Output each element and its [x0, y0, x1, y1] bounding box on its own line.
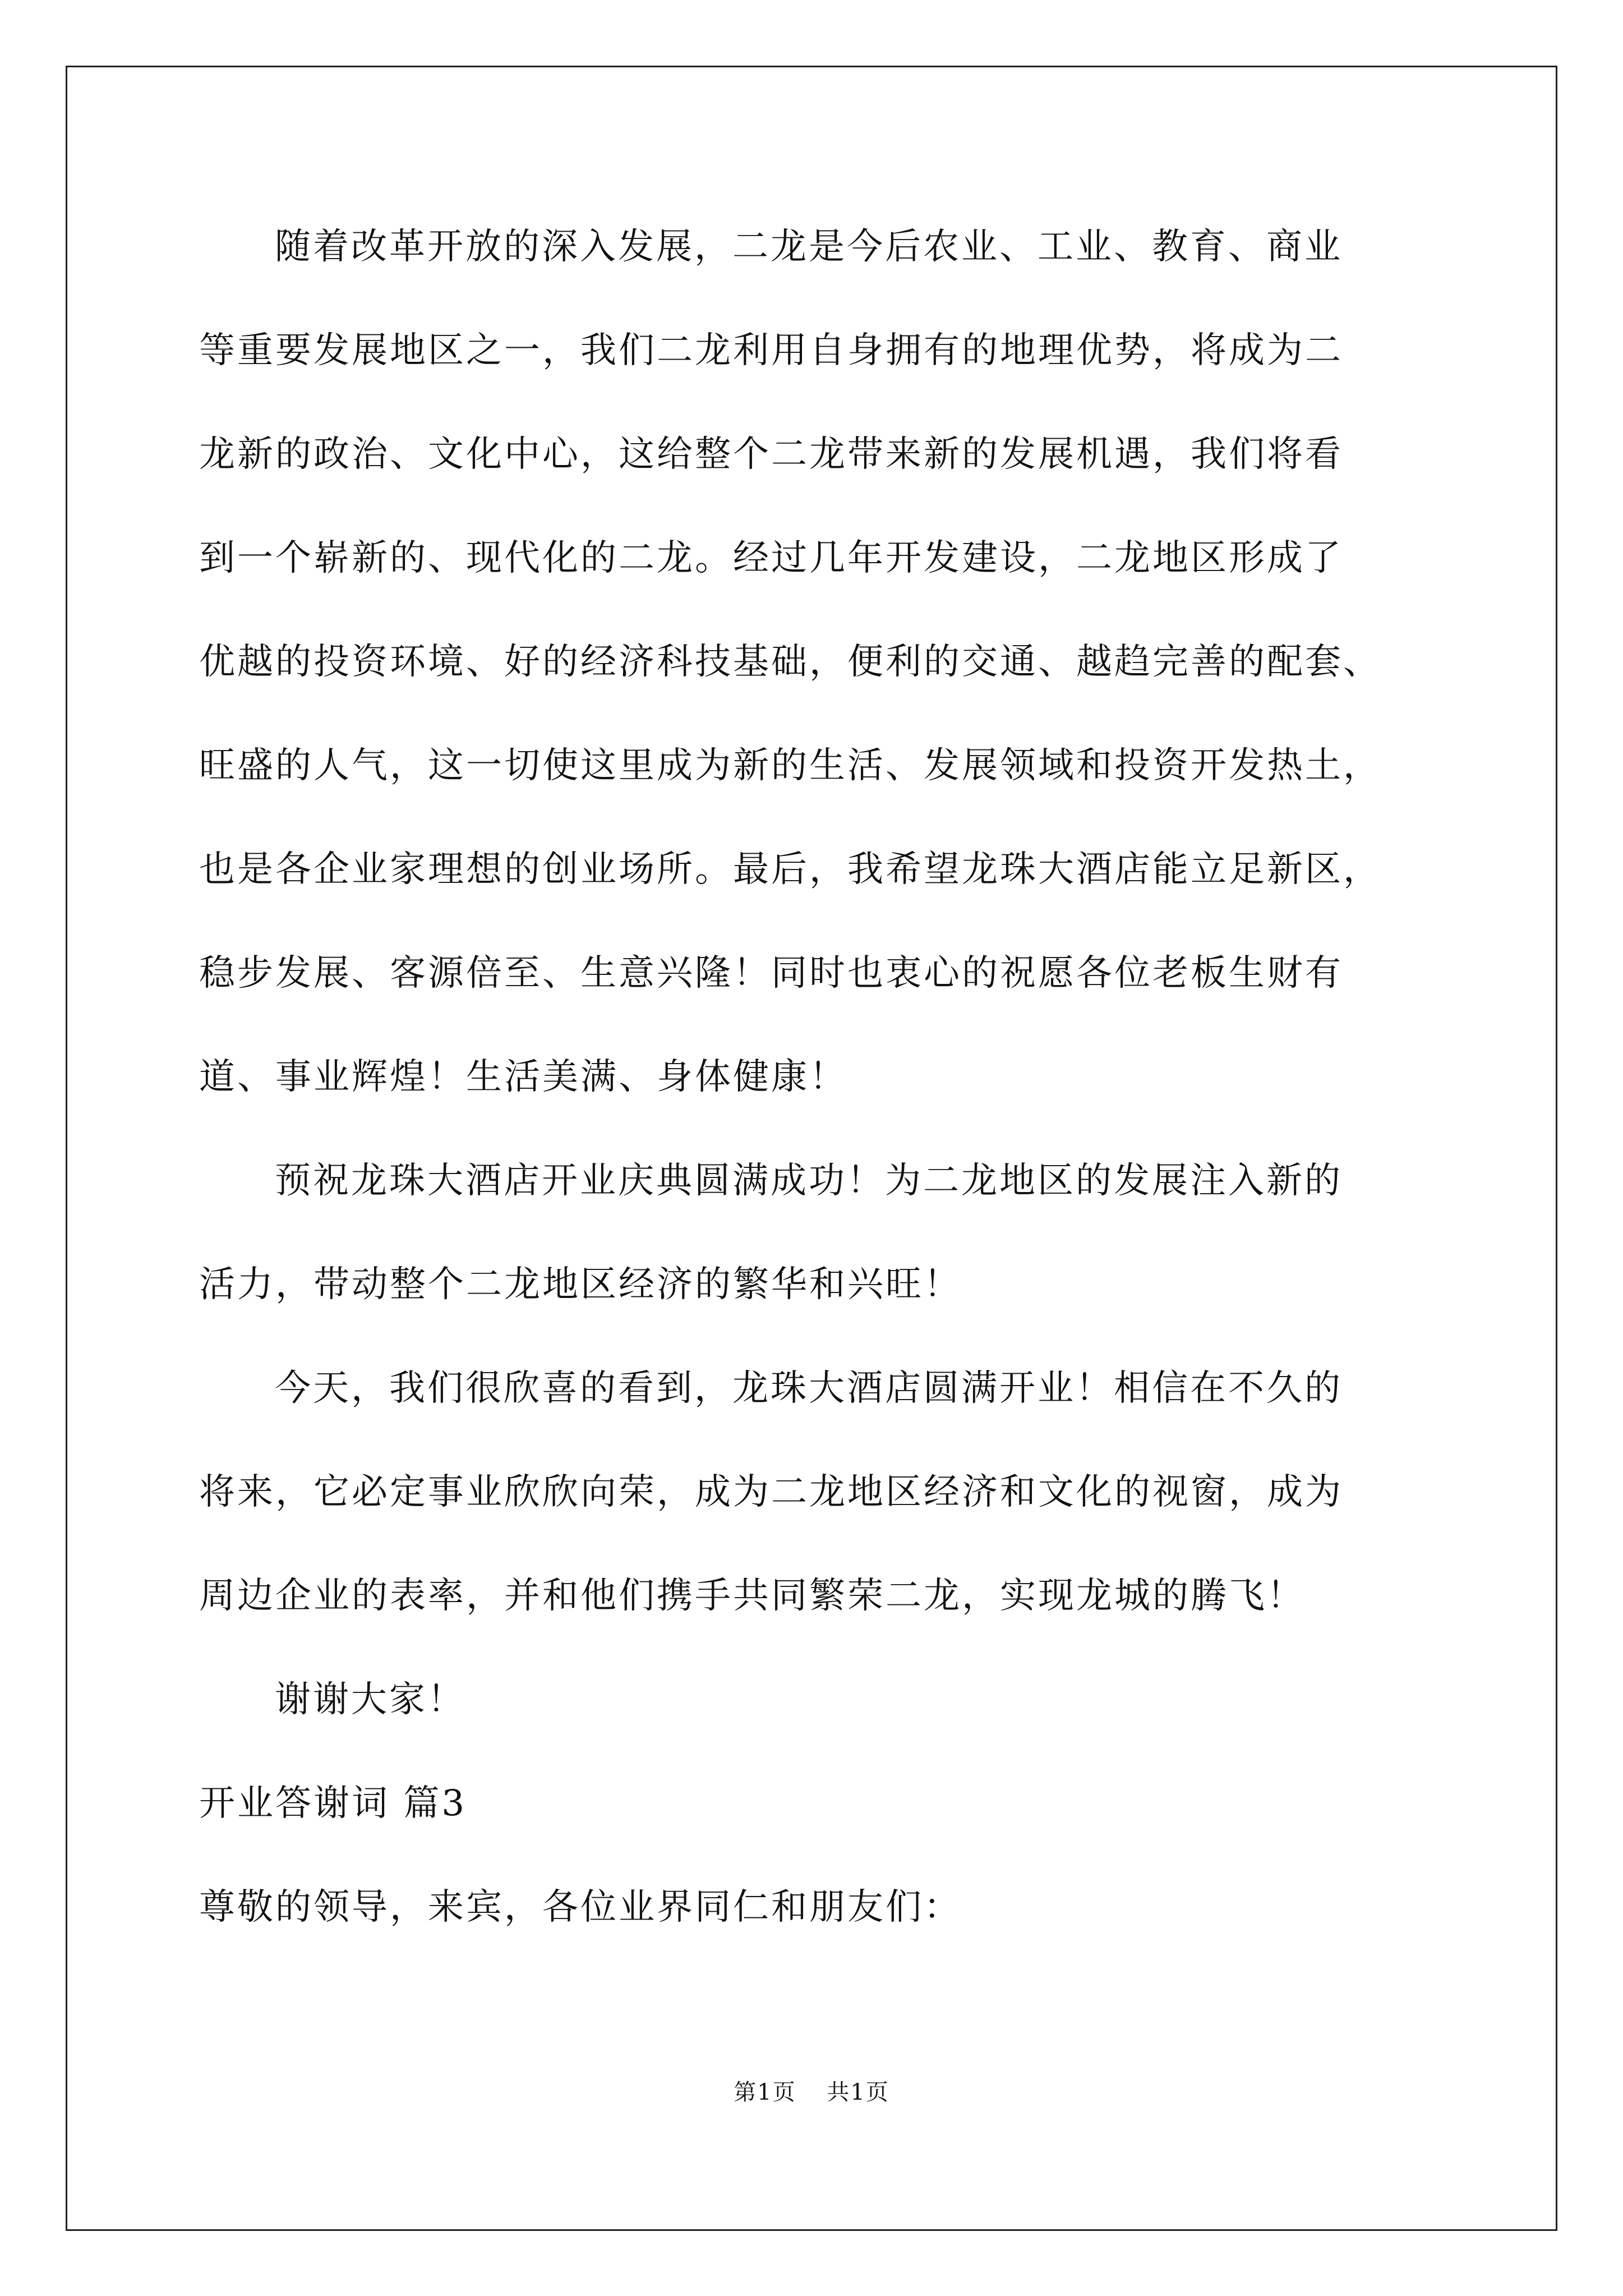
paragraph-line: 将来，它必定事业欣欣向荣，成为二龙地区经济和文化的视窗，成为	[199, 1471, 1343, 1513]
closing-line: 谢谢大家！	[275, 1679, 465, 1720]
paragraph-line: 今天，我们很欣喜的看到，龙珠大酒店圆满开业！相信在不久的	[275, 1368, 1343, 1409]
page-total: 共1页	[827, 2079, 889, 2105]
paragraph-line: 随着改革开放的深入发展，二龙是今后农业、工业、教育、商业	[275, 226, 1343, 268]
page-number: 第1页	[734, 2079, 796, 2105]
paragraph-line: 也是各企业家理想的创业场所。最后，我希望龙珠大酒店能立足新区，	[199, 849, 1381, 890]
salutation-line: 尊敬的领导，来宾，各位业界同仁和朋友们：	[199, 1887, 962, 1928]
paragraph-line: 预祝龙珠大酒店开业庆典圆满成功！为二龙地区的发展注入新的	[275, 1160, 1343, 1202]
page-footer	[0, 2078, 1623, 2106]
paragraph-line: 旺盛的人气，这一切使这里成为新的生活、发展领域和投资开发热土，	[199, 745, 1381, 786]
paragraph-line: 稳步发展、客源倍至、生意兴隆！同时也衷心的祝愿各位老板生财有	[199, 953, 1343, 994]
paragraph-line: 周边企业的表率，并和他们携手共同繁荣二龙，实现龙城的腾飞！	[199, 1575, 1305, 1617]
paragraph-line: 优越的投资环境、好的经济科技基础，便利的交通、越趋完善的配套、	[199, 641, 1381, 683]
paragraph-line: 道、事业辉煌！生活美满、身体健康！	[199, 1056, 847, 1098]
paragraph-line: 等重要发展地区之一，我们二龙利用自身拥有的地理优势，将成为二	[199, 330, 1343, 371]
section-heading: 开业答谢词 篇3	[199, 1783, 467, 1824]
paragraph-line: 活力，带动整个二龙地区经济的繁华和兴旺！	[199, 1264, 962, 1305]
paragraph-line: 龙新的政治、文化中心，这给整个二龙带来新的发展机遇，我们将看	[199, 434, 1343, 475]
paragraph-line: 到一个崭新的、现代化的二龙。经过几年开发建设，二龙地区形成了	[199, 537, 1343, 579]
document-body	[199, 222, 1461, 1986]
